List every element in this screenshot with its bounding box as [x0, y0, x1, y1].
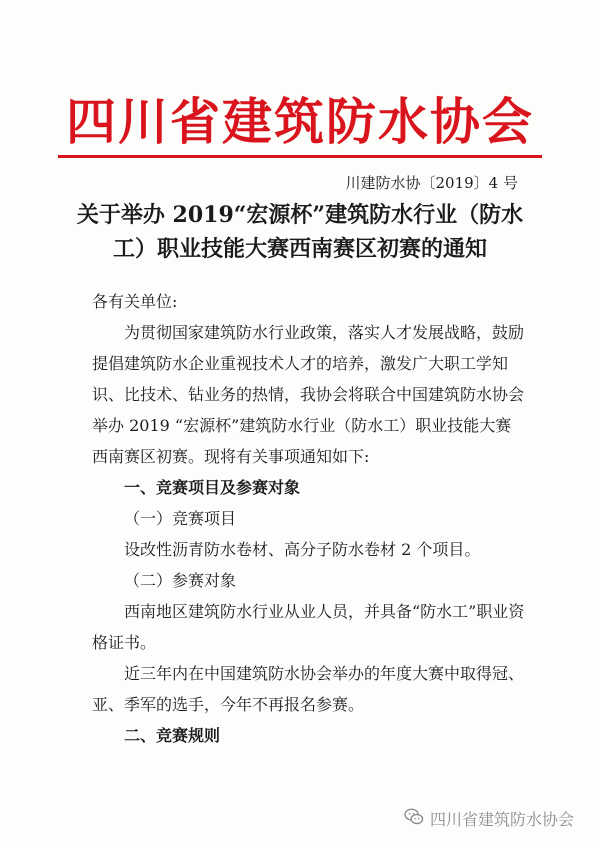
section-heading-2: 二、竞赛规则 [124, 726, 221, 745]
intro-paragraph: 为贯彻国家建筑防水行业政策，落实人才发展战略，鼓励提倡建筑防水企业重视技术人才的培养，激发广大职工学知识、比技术、钻业务的热情，我协会将联合中国建筑防水协会举办 2019 “宏源杯”建筑防水行业（防水工）职业技能大赛西南赛区初赛。现将有关事项通知如下: [92, 323, 525, 466]
subsection-heading-1-2: （二）参赛对象 [124, 571, 237, 590]
document-number: 川建防水协〔2019〕4 号 [345, 174, 518, 192]
notice-title: 关于举办 2019“宏源杯”建筑防水行业（防水工）职业技能大赛西南赛区初赛的通知 [76, 202, 524, 262]
subsection-text-1-2b: 近三年内在中国建筑防水协会举办的年度大赛中取得冠、亚、季军的选手，今年不再报名参赛。 [92, 664, 525, 714]
wechat-watermark [404, 807, 574, 830]
subsection-text-1-1: 设改性沥青防水卷材、高分子防水卷材 2 个项目。 [124, 540, 481, 559]
salutation: 各有关单位: [92, 292, 178, 311]
header-red-rule [58, 155, 542, 158]
org-header-title: 四川省建筑防水协会 [66, 93, 534, 151]
watermark-text: 四川省建筑防水协会 [429, 810, 574, 829]
subsection-heading-1-1: （一）竞赛项目 [124, 509, 237, 528]
section-heading-1: 一、竞赛项目及参赛对象 [124, 478, 301, 497]
wechat-icon [404, 808, 424, 830]
document-body [92, 286, 526, 751]
subsection-text-1-2a: 西南地区建筑防水行业从业人员，并具备“防水工”职业资格证书。 [92, 602, 525, 652]
